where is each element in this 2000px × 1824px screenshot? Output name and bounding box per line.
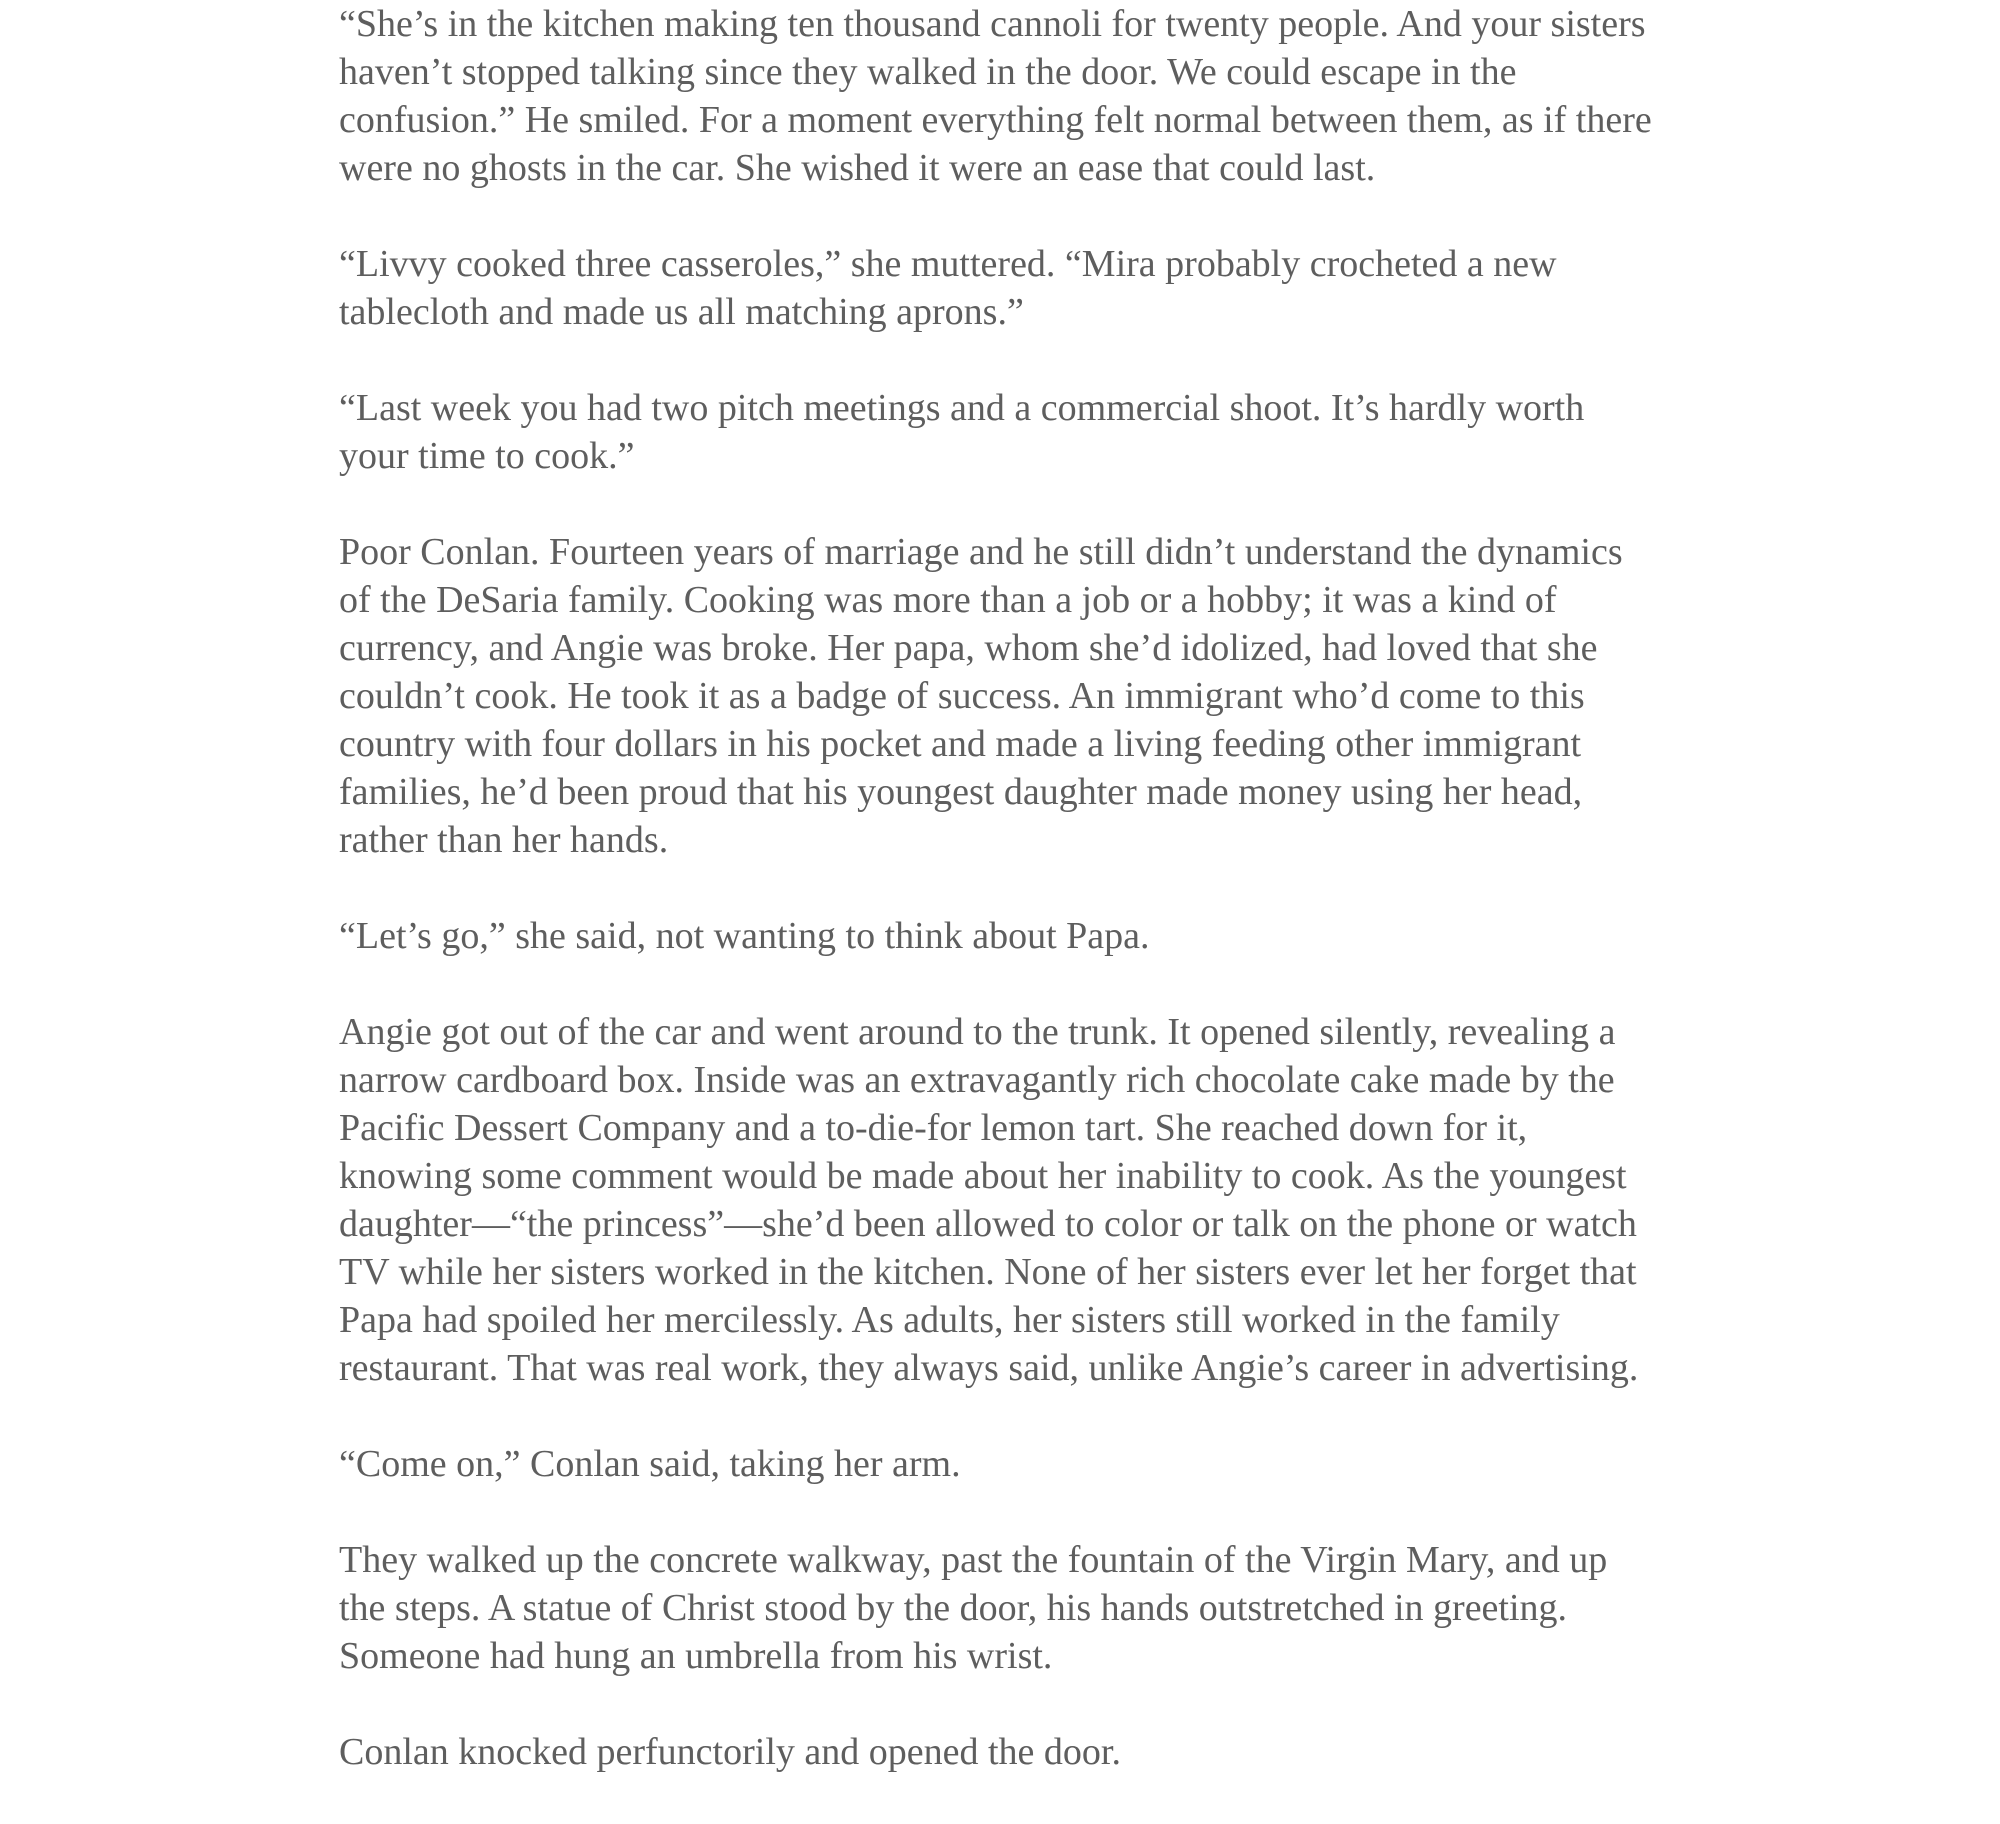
text-line: of the DeSaria family. Cooking was more than a job or a hobby; it was a kind of [339, 579, 1557, 621]
text-line: couldn’t cook. He took it as a badge of success. An immigrant who’d come to this [339, 675, 1585, 717]
text-line: restaurant. That was real work, they always said, unlike Angie’s career in advertising. [339, 1347, 1639, 1389]
document-page [339, 0, 1699, 1824]
text-line: Poor Conlan. Fourteen years of marriage and he still didn’t understand the dynamics [339, 531, 1623, 573]
text-line: “Last week you had two pitch meetings and a commercial shoot. It’s hardly worth [339, 387, 1585, 429]
text-line: Someone had hung an umbrella from his wrist. [339, 1635, 1053, 1677]
text-line: rather than her hands. [339, 819, 669, 861]
paragraph [339, 384, 1699, 480]
text-line: daughter—“the princess”—she’d been allowed to color or talk on the phone or watch [339, 1203, 1637, 1245]
text-line: your time to cook.” [339, 435, 635, 477]
paragraph [339, 1728, 1699, 1776]
text-line: They walked up the concrete walkway, past the fountain of the Virgin Mary, and up [339, 1539, 1608, 1581]
text-line: “Let’s go,” she said, not wanting to think about Papa. [339, 915, 1150, 957]
paragraph [339, 1440, 1699, 1488]
text-line: TV while her sisters worked in the kitchen. None of her sisters ever let her forget that [339, 1251, 1637, 1293]
text-line: “She’s in the kitchen making ten thousand cannoli for twenty people. And your sisters [339, 3, 1646, 45]
paragraph [339, 0, 1699, 192]
text-line: Papa had spoiled her mercilessly. As adults, her sisters still worked in the family [339, 1299, 1560, 1341]
text-line: Conlan knocked perfunctorily and opened the door. [339, 1731, 1121, 1773]
text-line: haven’t stopped talking since they walked in the door. We could escape in the [339, 51, 1517, 93]
text-line: “Livvy cooked three casseroles,” she muttered. “Mira probably crocheted a new [339, 243, 1557, 285]
text-line: tablecloth and made us all matching aprons.” [339, 291, 1024, 333]
text-line: the steps. A statue of Christ stood by the door, his hands outstretched in greeting. [339, 1587, 1568, 1629]
text-line: country with four dollars in his pocket and made a living feeding other immigrant [339, 723, 1582, 765]
paragraph [339, 1536, 1699, 1680]
text-line: knowing some comment would be made about her inability to cook. As the youngest [339, 1155, 1627, 1197]
paragraph [339, 240, 1699, 336]
paragraph [339, 1008, 1699, 1392]
text-line: narrow cardboard box. Inside was an extravagantly rich chocolate cake made by the [339, 1059, 1615, 1101]
text-line: were no ghosts in the car. She wished it were an ease that could last. [339, 147, 1376, 189]
text-line: “Come on,” Conlan said, taking her arm. [339, 1443, 961, 1485]
text-line: currency, and Angie was broke. Her papa, whom she’d idolized, had loved that she [339, 627, 1598, 669]
text-line: Pacific Dessert Company and a to-die-for lemon tart. She reached down for it, [339, 1107, 1528, 1149]
text-line: confusion.” He smiled. For a moment everything felt normal between them, as if there [339, 99, 1652, 141]
text-line: Angie got out of the car and went around to the trunk. It opened silently, revealing a [339, 1011, 1616, 1053]
paragraph [339, 528, 1699, 864]
text-line: families, he’d been proud that his youngest daughter made money using her head, [339, 771, 1583, 813]
paragraph [339, 912, 1699, 960]
